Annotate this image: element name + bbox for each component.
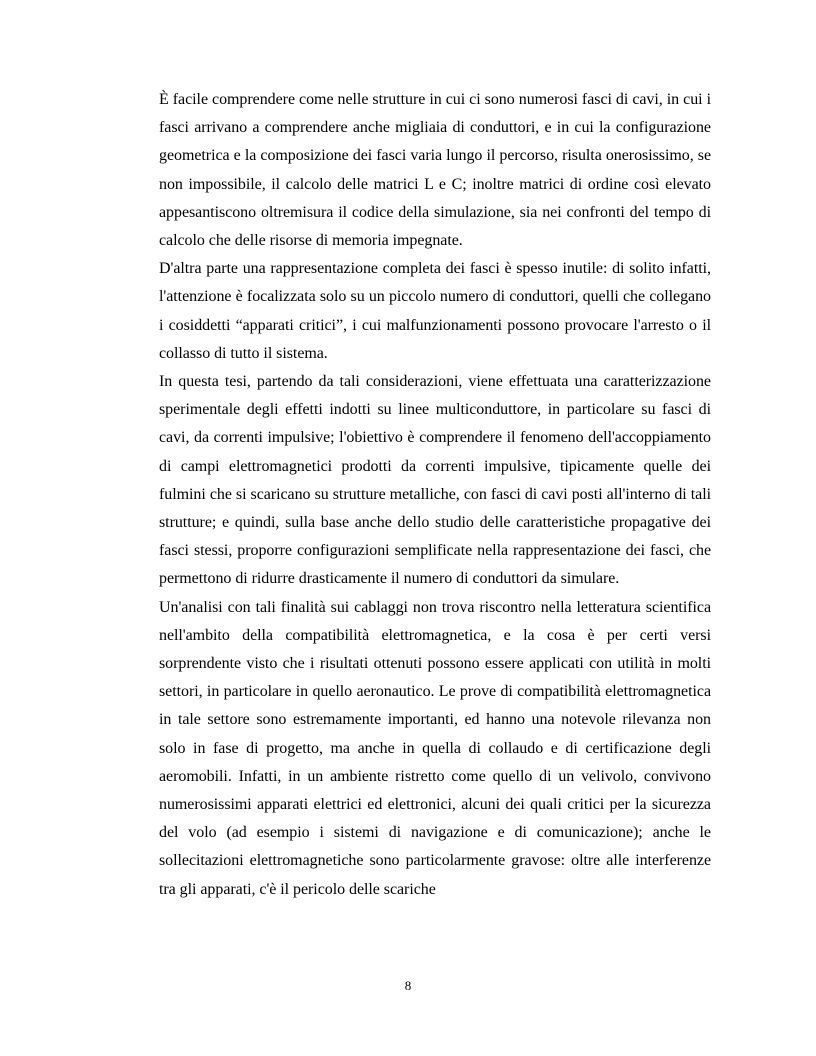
paragraph-4: Un'analisi con tali finalità sui cablaggi non trova riscontro nella letteratura scientifica nell'ambito della compatibilità elettromagnetica, e la cosa è per certi versi sorprendente visto che i risultati ottenuti possono essere applicati con utilità in molti settori, in particolare in quello aeronautico. Le prove di compatibilità elettromagnetica in tale settore sono estremamente importanti, ed hanno una notevole rilevanza non solo in fase di progetto, ma anche in quella di collaudo e di certificazione degli aeromobili. Infatti, in un ambiente ristretto come quello di un velivolo, convivono numerosissimi apparati elettrici ed elettronici, alcuni dei quali critici per la sicurezza del volo (ad esempio i sistemi di navigazione e di comunicazione); anche le sollecitazioni elettromagnetiche sono particolarmente gravose: oltre alle interferenze tra gli apparati, c'è il pericolo delle scariche: [159, 598, 711, 898]
paragraph-1: È facile comprendere come nelle strutture in cui ci sono numerosi fasci di cavi, in cui i fasci arrivano a comprendere anche migliaia di conduttori, e in cui la configurazione geometrica e la composizione dei fasci varia lungo il percorso, risulta onerosissimo, se non impossibile, il calcolo delle matrici L e C; inoltre matrici di ordine così elevato appesantiscono oltremisura il codice della simulazione, sia nei confronti del tempo di calcolo che delle risorse di memoria impegnate.: [159, 91, 711, 250]
paragraph-3: In questa tesi, partendo da tali considerazioni, viene effettuata una caratterizzazione sperimentale degli effetti indotti su linee multiconduttore, in particolare su fasci di cavi, da correnti impulsive; l'obiettivo è comprendere il fenomeno dell'accoppiamento di campi elettromagnetici prodotti da correnti impulsive, tipicamente quelle dei fulmini che si scaricano su strutture metalliche, con fasci di cavi posti all'interno di tali strutture; e quindi, sulla base anche dello studio delle caratteristiche propagative dei fasci stessi, proporre configurazioni semplificate nella rappresentazione dei fasci, che permettono di ridurre drasticamente il numero di conduttori da simulare.: [159, 373, 711, 588]
document-body: [159, 86, 711, 904]
page-number: 8: [404, 978, 412, 993]
paragraph-2: D'altra parte una rappresentazione completa dei fasci è spesso inutile: di solito infatti, l'attenzione è focalizzata solo su un piccolo numero di conduttori, quelli che collegano i cosiddetti “apparati critici”, i cui malfunzionamenti possono provocare l'arresto o il collasso di tutto il sistema.: [159, 260, 711, 362]
